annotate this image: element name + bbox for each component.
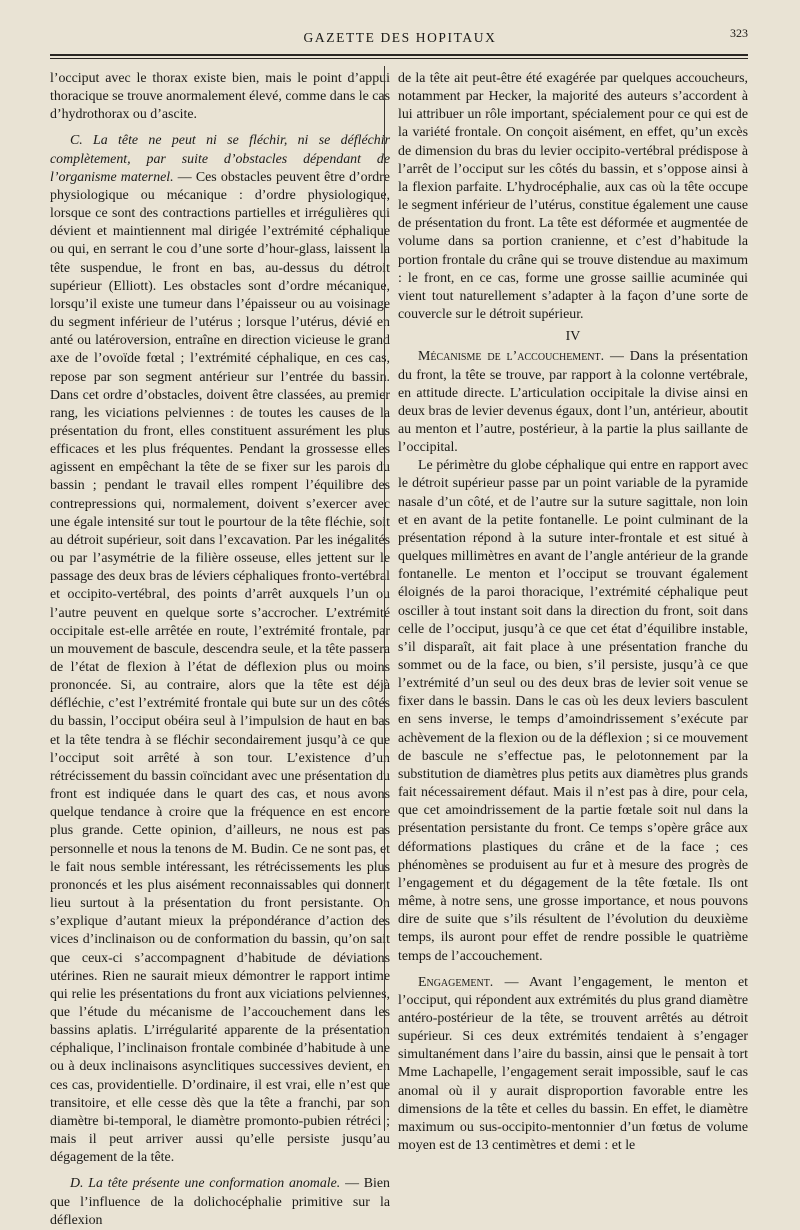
paragraph-text: — Ces obstacles peuvent être d’ordre physiologique ou mécanique : d’ordre physiologique, lorsque ce sont des contractions partielles et irrégulières qui dévient et maintiennent mal dirigée l’extrémité céphalique ou qui, en serrant le cou d’une sorte d’hour-glass, laissent la tête suspendue, le front en bas, au-dessus du détroit supérieur (Elliott). Les obstacles sont d’ordre mécanique, lorsqu’il existe une tumeur dans l’épaisseur ou au voisinage du segment inférieur de l’utérus ; lorsque l’utérus, dévié en anté ou latéroversion, entraîne en direction vicieuse le grand axe de l’ovoïde fœtal ; l’extrémité céphalique, en ces cas, repose par son segment antérieur sur l’entrée du bassin. Dans cet ordre d’obstacles, doivent être classées, au premier rang, les viciations pelviennes : de toutes les causes de la présentation du front, elles constituent assurément les plus efficaces et les plus fréquentes. Pendant la grossesse elles agissent en empêchant la tête de se fixer sur les parois du bassin ; pendant le travail elles rompent l’équilibre des contrepressions qui, normalement, doivent s’exercer avec une égale intensité sur tout le pourtour de la tête fléchie, soit au détroit supérieur, soit dans l’excavation. Par les inégalités ou par l’asymétrie de la filière osseuse, elles jettent sur le passage des deux bras de léviers céphaliques fronto-vertébral et occipito-vertébral, des points d’arrêt auxquels l’un ou l’autre peuvent en quelque sorte s’accrocher. L’extrémité occipitale est-elle arrêtée en route, l’extrémité frontale, par un mouvement de bascule, descendra seule, et la tête passera de l’état de flexion à l’état de déflexion plus ou moins prononcée. Si, au contraire, alors que la tête est déjà défléchie, c’est l’extrémité frontale qui bute sur un des côtés du bassin, l’occiput obéira seul à l’impulsion de haut en bas et la tête tendra à se fléchir secondairement jusqu’à ce que l’occiput soit arrêté à son tour. L’existence d’un rétrécissement du bassin coïncidant avec une présentation du front est indiquée dans le quart des cas, et nous avons quelque tendance à croire que la fréquence en est encore plus grande. Cette opinion, d’ailleurs, ne nous est pas personnelle et nous la tenons de M. Budin. Ce ne sont pas, et le fait nous semble intéressant, les rétrécissements les plus prononcés et les plus aisément reconnaissables qui donnent lieu surtout à la présentation du front persistante. On s’explique d’autant mieux la prépondérance d’action des vices d’inclinaison ou de conformation du bassin, qu’on sait que ceux-ci s’accompagnent d’habitude de déviations utérines. Rien ne saurait mieux démontrer le rapport intime qui relie les présentations du front aux viciations pelviennes, que l’étude du mécanisme de l’accouchement dans les bassins aplatis. L’irrégularité apparente de la présentation céphalique, l’inclinaison frontale combinée d’habitude à une ou à deux inclinaisons asynclitiques successives devient, en ces cas, providentielle. D’ordinaire, il est vrai, elle n’est que transitoire, et elle cesse dès que la tête a franchi, par son diamètre bi-temporal, le diamètre promonto-pubien rétréci ; mais il peut arriver aussi qu’elle persiste jusqu’au dégagement de la tête. <box>50 169 390 1166</box>
paragraph-text: — Avant l’engagement, le menton et l’occiput, qui répondent aux extrémités du plus grand diamètre antéro-postérieur de la tête, se trouvent arrêtés au détroit supérieur. Si ces deux extrémités tendaient à s’engager simultanément dans l’aire du bassin, ainsi que le pensait à tort Mme Lachapelle, l’engagement serait impossible, sauf le cas anomal où il y aurait disproportion favorable entre les dimensions de la tête et celles du bassin. En effet, le diamètre maximum ou sus-occipito-mentonnier d’un fœtus de volume moyen est de 13 centimètres et demi : et le <box>398 974 748 1154</box>
paragraph <box>398 974 748 1156</box>
paragraph-text: — Dans la présentation du front, la tête se trouve, par rapport à la colonne vertébrale, en attitude directe. L’articulation occipitale la divise ainsi en deux bras de levier devenus égaux, dont l’un, antérieur, aboutit au menton et l’autre, postérieur, à la partie la plus saillante de l’occipital. <box>398 349 748 456</box>
paragraph: l’occiput avec le thorax existe bien, mais le point d’appui thoracique se trouve anormalement élevé, comme dans le cas d’hydrothorax ou d’ascite. <box>50 71 390 123</box>
paragraph-heading: Mécanisme de l’accouchement. <box>418 349 605 365</box>
paragraph-text: — Bien que l’influence de la dolichocéphalie primitive sur la déflexion <box>50 1176 390 1228</box>
paragraph-heading: C. La tête ne peut ni se fléchir, ni se défléchir complètement, par suite d’obstacles dépendant de l’organisme maternel. <box>50 133 390 185</box>
section-number: IV <box>565 329 581 345</box>
left-column <box>50 70 390 1230</box>
paragraph-heading: Engagement. <box>418 974 494 990</box>
paragraph <box>398 348 748 457</box>
paragraph <box>50 1175 390 1229</box>
header-rule-thin <box>50 58 748 59</box>
paragraph-heading: D. La tête présente une conformation anomale. <box>70 1176 341 1192</box>
paragraph <box>50 132 390 1167</box>
right-column <box>398 70 748 1155</box>
running-head <box>0 24 800 50</box>
column-divider <box>384 66 385 1131</box>
journal-title: GAZETTE DES HOPITAUX <box>303 30 497 45</box>
header-rule <box>50 54 748 56</box>
paragraph: Le périmètre du globe céphalique qui entre en rapport avec le détroit supérieur passe par un point variable de la pyramide nasale d’un côté, et de l’autre sur la suture sagittale, non loin et en avant de la petite fontanelle. Le point culminant de la présentation répond à la suture inter-frontale et est situé à quelques millimètres en avant de l’angle antérieur de la grande fontanelle. Le menton et l’occiput se trouvant également éloignés de la paroi thoracique, l’extrémité céphalique peut osciller à tout instant soit dans la direction du front, soit dans celle de l’occiput, jusqu’à ce que cet état d’équilibre instable, s’il disparaît, ait fait place à une présentation franche du sommet ou de la face, ou bien, s’il persiste, jusqu’à ce que l’extrémité d’un seul ou des deux bras de levier soit venue se fixer dans le bassin. Dans le cas où les deux leviers basculent en sens inverse, le temps d’amoindrissement s’exécute par achèvement de la flexion ou de la déflexion ; si ce mouvement de bascule ne s’effectue pas, le pelotonnement par la substitution de diamètres plus petits aux diamètres plus grands fait nécessairement défaut. Mais il n’est pas à dire, pour cela, que cet amoindrissement de la partie fœtale soit nul dans la présentation persistante du front. Ce temps s’opère grâce aux déformations plastiques du crâne et de la face ; ces phénomènes se produisent au fur et à mesure des progrès de l’engagement et du dégagement de la tête fœtale. Ils ont même, à notre sens, une grosse importance, et nous pouvons dire de suite que s’ils résultent de l’évolution du deuxième temps, ils auront pour effet de rendre possible le quatrième temps de l’accouchement. <box>398 458 748 964</box>
page-number: 323 <box>730 26 748 40</box>
paragraph: de la tête ait peut-être été exagérée par quelques accoucheurs, notamment par Hecker, la majorité des auteurs s’accordent à lui attribuer un rôle important, spécialement pour ce qui est de la variété frontale. On conçoit aisément, en effet, qu’un excès de dimension du bras du levier occipito-vertébral prédispose à l’arrêt de l’occiput sur les côtés du bassin, et s’oppose ainsi à la flexion parfaite. L’hydrocéphalie, aux cas où la tête occupe le segment inférieur de l’utérus, constitue également une cause de présentation du front. La tête est déformée et augmentée de volume dans sa portion cranienne, et c’est d’habitude la portion frontale du crâne qui se trouve distendue au maximum : le front, en ce cas, forme une grosse saillie acuminée qui vient tout naturellement s’adapter à la façon d’une sorte de couvercle sur le détroit supérieur. <box>398 71 748 323</box>
